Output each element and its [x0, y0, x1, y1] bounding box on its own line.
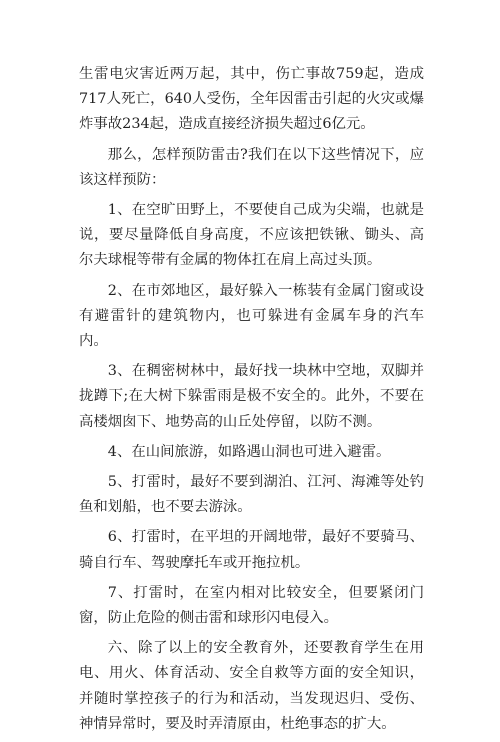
paragraph-item-3: 3、在稠密树林中，最好找一块林中空地，双脚并拢蹲下;在大树下躲雷雨是极不安全的。此外，不要在高楼烟囱下、地势高的山丘处停留，以防不测。 [79, 363, 424, 430]
paragraph-section-6: 六、除了以上的安全教育外，还要教育学生在用电、用火、体育活动、安全自救等方面的安全知识，并随时掌控孩子的行为和活动，当发现迟归、受伤、神情异常时，要及时弄清原由，杜绝事态的扩大。 [79, 640, 424, 732]
paragraph-item-6: 6、打雷时，在平坦的开阔地带，最好不要骑马、骑自行车、驾驶摩托车或开拖拉机。 [79, 529, 424, 571]
paragraph-item-1: 1、在空旷田野上，不要使自己成为尖端，也就是说，要尽量降低自身高度，不应该把铁锹、锄头、高尔夫球棍等带有金属的物体扛在肩上高过头顶。 [79, 202, 424, 269]
document-body [79, 62, 424, 742]
paragraph-item-5: 5、打雷时，最好不要到湖泊、江河、海滩等处钓鱼和划船，也不要去游泳。 [79, 474, 424, 516]
paragraph-item-7: 7、打雷时，在室内相对比较安全，但要紧闭门窗，防止危险的侧击雷和球形闪电侵入。 [79, 584, 424, 627]
paragraph-intro-continued: 生雷电灾害近两万起，其中，伤亡事故759起，造成717人死亡，640人受伤，全年因雷击引起的火灾或爆炸事故234起，造成直接经济损失超过6亿元。 [79, 66, 424, 133]
paragraph-item-4: 4、在山间旅游，如路遇山洞也可进入避雷。 [107, 443, 391, 460]
paragraph-question: 那么，怎样预防雷击?我们在以下这些情况下，应该这样预防： [79, 146, 424, 188]
paragraph-item-2: 2、在市郊地区，最好躲入一栋装有金属门窗或设有避雷针的建筑物内，也可躲进有金属车身的汽车内。 [79, 282, 424, 350]
